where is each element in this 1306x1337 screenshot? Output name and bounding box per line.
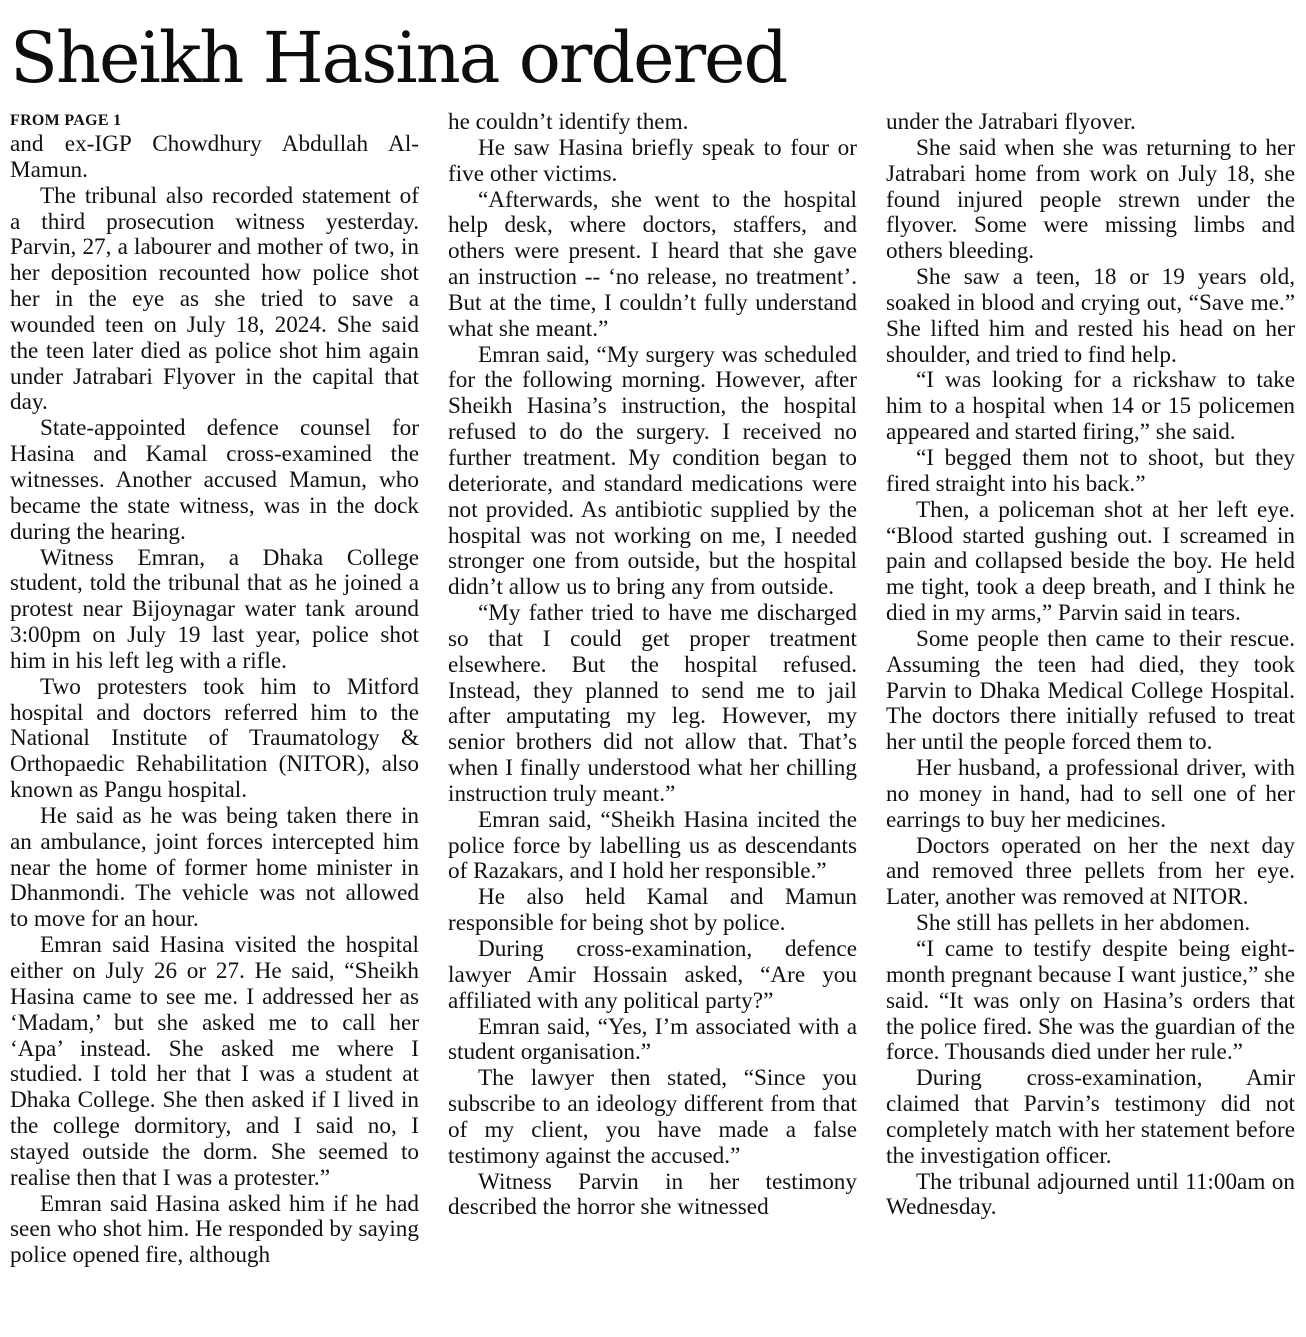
paragraph: The tribunal also recorded statement of a third prosecution witness yesterday. Parvin, 27, a labourer and mother of two, in her deposition recounted how police shot her in the eye as she tried to save a wounded teen on July 18, 2024. She said the teen later died as police shot him again under Jatrabari Flyover in the capital that day.: [10, 182, 419, 416]
paragraph: During cross-examination, Amir claimed that Parvin’s testimony did not completely match with her statement before the investigation officer.: [886, 1065, 1295, 1169]
paragraph: Witness Parvin in her testimony described the horror she witnessed: [448, 1168, 857, 1221]
paragraph: “I was looking for a rickshaw to take him to a hospital when 14 or 15 policemen appeared and started firing,” she said.: [886, 367, 1295, 446]
paragraph: Emran said, “Sheikh Hasina incited the police force by labelling us as descendants of Razakars, and I hold her responsible.”: [448, 806, 857, 885]
paragraph: Emran said, “My surgery was scheduled for the following morning. However, after Sheikh Hasina’s instruction, the hospital refused to do the surgery. I received no further treatment. My condition began to deteriorate, and standard medications were not provided. As antibiotic supplied by the hospital was not working on me, I needed stronger one from outside, but the hospital didn’t allow us to bring any from outside.: [448, 341, 857, 601]
paragraph: “I came to testify despite being eight-month pregnant because I want justice,” she said. “It was only on Hasina’s orders that the police fired. She was the guardian of the force. Thousands died under her rule.”: [886, 936, 1295, 1066]
paragraph: Her husband, a professional driver, with no money in hand, had to sell one of her earrings to buy her medicines.: [886, 755, 1295, 833]
paragraph: She said when she was returning to her Jatrabari home from work on July 18, she found injured people strewn under the flyover. Some were missing limbs and others bleeding.: [886, 134, 1295, 265]
paragraph: Two protesters took him to Mitford hospital and doctors referred him to the National Institute of Traumatology & Orthopaedic Rehabilitation (NITOR), also known as Pangu hospital.: [10, 673, 419, 804]
paragraph: Emran said Hasina visited the hospital either on July 26 or 27. He said, “Sheikh Hasina came to see me. I addressed her as ‘Madam,’ but she asked me to call her ‘Apa’ instead. She asked me where I studied. I told her that I was a student at Dhaka College. She then asked if I lived in the college dormitory, and I said no, I stayed outside the dorm. She seemed to realise then that I was a protester.”: [10, 932, 419, 1191]
paragraph: Witness Emran, a Dhaka College student, told the tribunal that as he joined a protest near Bijoynagar water tank around 3:00pm on July 19 last year, police shot him in his left leg with a rifle.: [10, 544, 419, 674]
paragraph: He said as he was being taken there in an ambulance, joint forces intercepted him near the home of former home minister in Dhanmondi. The vehicle was not allowed to move for an hour.: [10, 802, 419, 933]
headline: Sheikh Hasina ordered: [10, 17, 787, 99]
article-column-1: [10, 110, 419, 1269]
paragraph: He saw Hasina briefly speak to four or five other victims.: [448, 134, 857, 187]
paragraph: he couldn’t identify them.: [448, 109, 689, 135]
paragraph: “Afterwards, she went to the hospital help desk, where doctors, staffers, and others were present. I heard that she gave an instruction -- ‘no release, no treatment’. But at the time, I couldn’t fully understand what she meant.”: [448, 186, 857, 342]
paragraph: Emran said Hasina asked him if he had seen who shot him. He responded by saying police opened fire, although: [10, 1190, 419, 1269]
paragraph: “I begged them not to shoot, but they fired straight into his back.”: [886, 444, 1295, 497]
paragraph: She still has pellets in her abdomen.: [916, 910, 1251, 937]
paragraph: Emran said, “Yes, I’m associated with a student organisation.”: [448, 1013, 857, 1066]
paragraph: “My father tried to have me discharged so that I could get proper treatment elsewhere. But the hospital refused. Instead, they planned to send me to jail after amputating my leg. However, my senior brothers did not allow that. That’s when I finally understood what her chilling instruction truly meant.”: [448, 600, 857, 807]
paragraph: The tribunal adjourned until 11:00am on Wednesday.: [886, 1168, 1295, 1221]
paragraph: Doctors operated on her the next day and removed three pellets from her eye. Later, another was removed at NITOR.: [886, 832, 1295, 911]
paragraph: He also held Kamal and Mamun responsible for being shot by police.: [448, 884, 857, 937]
paragraph: She saw a teen, 18 or 19 years old, soaked in blood and crying out, “Save me.” She lifted him and rested his head on her shoulder, and tried to find help.: [886, 264, 1295, 368]
paragraph: During cross-examination, defence lawyer Amir Hossain asked, “Are you affiliated with any political party?”: [448, 936, 857, 1014]
article-column-2: [448, 110, 857, 1221]
article-column-3: [886, 110, 1295, 1221]
paragraph: and ex-IGP Chowdhury Abdullah Al-Mamun.: [10, 131, 419, 183]
paragraph: The lawyer then stated, “Since you subscribe to an ideology different from that of my client, you have made a false testimony against the accused.”: [448, 1065, 857, 1169]
paragraph: Some people then came to their rescue. Assuming the teen had died, they took Parvin to Dhaka Medical College Hospital. The doctors there initially refused to treat her until the people forced them to.: [886, 625, 1295, 756]
dateline: FROM PAGE 1: [10, 112, 122, 129]
paragraph: Then, a policeman shot at her left eye. “Blood started gushing out. I screamed in pain and collapsed beside the boy. He held me tight, took a deep breath, and I think he died in my arms,” Parvin said in tears.: [886, 496, 1295, 627]
paragraph: State-appointed defence counsel for Hasina and Kamal cross-examined the witnesses. Another accused Mamun, who became the state witness, was in the dock during the hearing.: [10, 415, 419, 545]
paragraph: under the Jatrabari flyover.: [886, 109, 1136, 135]
